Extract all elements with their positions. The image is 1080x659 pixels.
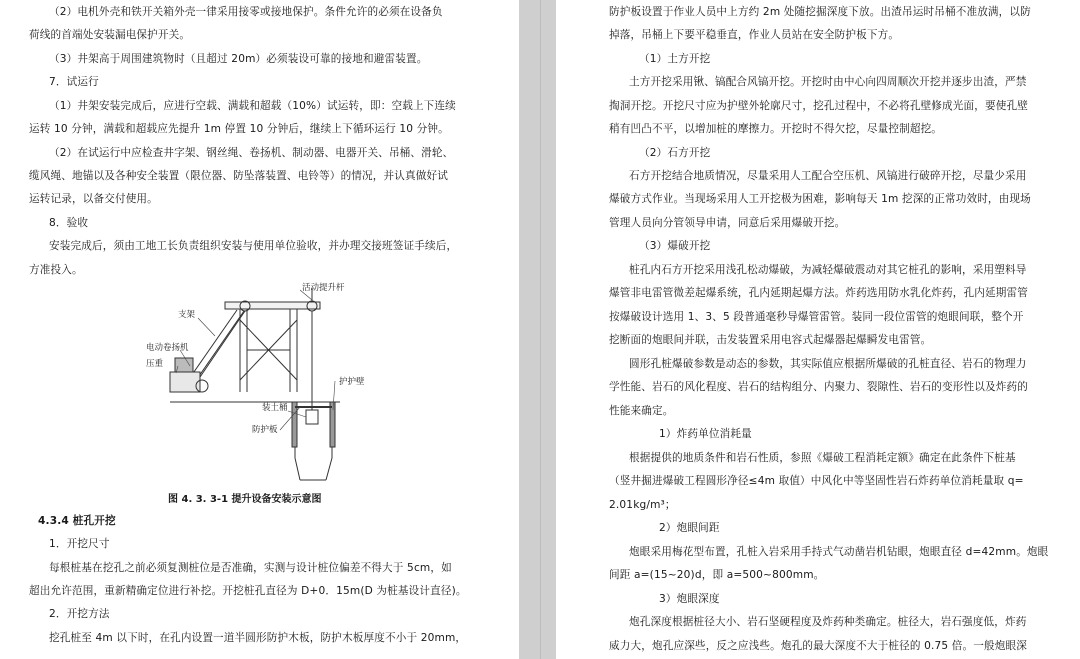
text-line: 安装完成后，须由工地工长负责组织安装与使用单位验收，并办理交接班签证手续后， bbox=[49, 240, 458, 252]
text-line: （2）在试运行中应检查井字架、钢丝绳、卷扬机、制动器、电器开关、吊桶、滑轮、 bbox=[49, 147, 454, 159]
text-line: 缆风绳、地锚以及各种安全装置（限位器、防坠落装置、电铃等）的情况，并认真做好试 bbox=[29, 170, 449, 182]
text-line: 爆管非电雷管微差起爆系统，孔内延期起爆方法。炸药选用防水乳化炸药，孔内延期雷管 bbox=[609, 287, 1029, 299]
section-heading: 7．试运行 bbox=[49, 76, 99, 88]
text-line: 学性能、岩石的风化程度、岩石的结构组分、内聚力、裂隙性、岩石的变形性以及炸药的 bbox=[609, 381, 1029, 393]
text-line: 方准投入。 bbox=[29, 264, 83, 276]
text-line: 管理人员向分管领导申请，同意后采用爆破开挖。 bbox=[609, 217, 846, 229]
label-support: 支架 bbox=[178, 310, 196, 320]
text-line: 按爆破设计选用 1、3、5 段普通毫秒导爆管雷管。装同一段位雷管的炮眼间联，整个开 bbox=[609, 311, 1024, 323]
section-heading: 1．开挖尺寸 bbox=[49, 538, 110, 550]
figure-caption: 图 4. 3. 3-1 提升设备安装示意图 bbox=[168, 494, 322, 505]
text-line: 间距 a=(15~20)d，即 a=500~800mm。 bbox=[609, 569, 825, 581]
section-heading: （2）石方开挖 bbox=[639, 147, 711, 159]
text-line: （3）井架高于周围建筑物时（且超过 20m）必须装设可靠的接地和避雷装置。 bbox=[49, 53, 428, 65]
section-heading: 2．开挖方法 bbox=[49, 608, 110, 620]
section-heading: （3）爆破开挖 bbox=[639, 240, 711, 252]
text-line: 土方开挖采用锹、镐配合风镐开挖。开挖时由中心向四周顺次开挖并逐步出渣，严禁 bbox=[629, 76, 1027, 88]
text-line: 掉落，吊桶上下要平稳垂直，作业人员站在安全防护板下方。 bbox=[609, 29, 900, 41]
text-line: 防护板设置于作业人员中上方约 2m 处随挖掘深度下放。出渣吊运时吊桶不准放满，以防 bbox=[609, 6, 1031, 18]
text-line: 圆形孔桩爆破参数是动态的参数，其实际值应根据所爆破的孔桩直径、岩石的物理力 bbox=[629, 358, 1027, 370]
text-line: 运转记录，以备交付使用。 bbox=[29, 193, 158, 205]
page-divider bbox=[540, 0, 541, 659]
text-line: （2）电机外壳和铁开关箱外壳一律采用接零或接地保护。条件允许的必须在设备负 bbox=[49, 6, 443, 18]
text-line: 2.01kg/m³； bbox=[609, 499, 676, 511]
text-line: 炮眼采用梅花型布置，孔桩入岩采用手持式气动凿岩机钻眼，炮眼直径 d=42mm。炮眼 bbox=[629, 546, 1049, 558]
label-lift-rod: 活动提升杆 bbox=[302, 283, 345, 293]
section-heading: 2）炮眼间距 bbox=[659, 522, 720, 534]
text-line: 石方开挖结合地质情况，尽量采用人工配合空压机、风镐进行破碎开挖，尽量少采用 bbox=[629, 170, 1027, 182]
label-counterweight: 压重 bbox=[146, 359, 164, 369]
text-line: 稍有凹凸不平，以增加桩的摩擦力。开挖时不得欠挖，尽量控制超挖。 bbox=[609, 123, 943, 135]
lifting-device-diagram bbox=[140, 280, 380, 485]
text-line: （竖井掘进爆破工程圆形净径≤4m 取值）中风化中等坚固性岩石炸药单位消耗量取 q= bbox=[609, 475, 1024, 487]
section-heading: （1）土方开挖 bbox=[639, 53, 711, 65]
text-line: 超出允许范围，重新精确定位进行补挖。开挖桩孔直径为 D+0．15m(D 为桩基设计直径)。 bbox=[29, 585, 467, 597]
label-guard-board: 防护板 bbox=[252, 425, 278, 435]
text-line: 威力大，炮孔应深些，反之应浅些。炮孔的最大深度不大于桩径的 0.75 倍。一般炮眼深 bbox=[609, 640, 1027, 652]
section-heading: 4.3.4 桩孔开挖 bbox=[38, 515, 116, 527]
text-line: 每根桩基在挖孔之前必须复测桩位是否准确，实测与设计桩位偏差不得大于 5cm，如 bbox=[49, 562, 452, 574]
document-page-right bbox=[556, 0, 1080, 659]
text-line: 炮孔深度根据桩径大小、岩石坚硬程度及炸药种类确定。桩径大，岩石强度低，炸药 bbox=[629, 616, 1027, 628]
text-line: 根据提供的地质条件和岩石性质，参照《爆破工程消耗定额》确定在此条件下桩基 bbox=[629, 452, 1016, 464]
text-line: 桩孔内石方开挖采用浅孔松动爆破，为减轻爆破震动对其它桩孔的影响，采用塑料导 bbox=[629, 264, 1027, 276]
label-guard-wall: 护护壁 bbox=[339, 377, 365, 387]
text-line: （1）井架安装完成后，应进行空载、满载和超载（10%）试运转，即：空载上下连续 bbox=[49, 100, 456, 112]
section-heading: 1）炸药单位消耗量 bbox=[659, 428, 752, 440]
section-heading: 3）炮眼深度 bbox=[659, 593, 720, 605]
section-heading: 8．验收 bbox=[49, 217, 89, 229]
document-page-left bbox=[0, 0, 519, 659]
text-line: 爆破方式作业。当现场采用人工开挖极为困难，影响每天 1m 挖深的正常功效时，由现场 bbox=[609, 193, 1031, 205]
text-line: 掏洞开挖。开挖尺寸应为护壁外轮廓尺寸，挖孔过程中，不必将孔壁修成光面，要使孔壁 bbox=[609, 100, 1029, 112]
text-line: 挖孔桩至 4m 以下时，在孔内设置一道半圆形防护木板，防护木板厚度不小于 20mm， bbox=[49, 632, 467, 644]
text-line: 挖断面的炮眼间并联，击发装置采用电容式起爆器起爆瞬发电雷管。 bbox=[609, 334, 932, 346]
text-line: 荷线的首端处安装漏电保护开关。 bbox=[29, 29, 191, 41]
text-line: 运转 10 分钟，满载和超载应先提升 1m 停置 10 分钟后，继续上下循环运行 10 分钟。 bbox=[29, 123, 449, 135]
label-bucket: 装土桶 bbox=[262, 403, 288, 413]
text-line: 性能来确定。 bbox=[609, 405, 674, 417]
label-winch: 电动卷扬机 bbox=[146, 343, 189, 353]
